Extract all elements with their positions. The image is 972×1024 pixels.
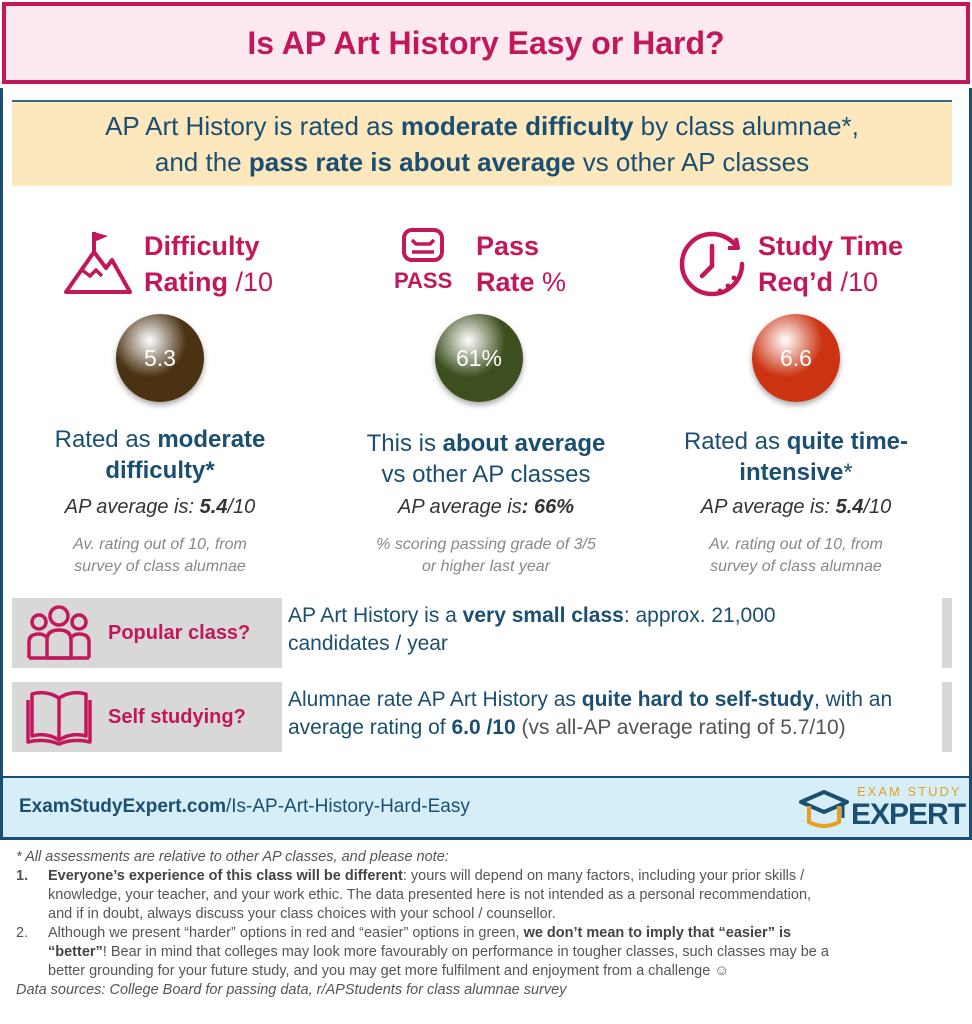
footnote-text xyxy=(48,867,811,924)
verdict-emphasis: difficulty* xyxy=(105,457,215,484)
footnote-item xyxy=(16,924,962,981)
footnote-emphasis: we don’t mean to imply that “easier” is xyxy=(523,925,792,941)
graduation-cap-icon xyxy=(799,788,849,834)
source-link[interactable] xyxy=(19,796,470,818)
note-line: Av. rating out of 10, from xyxy=(709,536,883,553)
mountain-flag-icon xyxy=(62,228,134,300)
verdict-emphasis: quite time- xyxy=(786,428,909,455)
exam-study-expert-logo xyxy=(799,782,969,836)
avg-value: 5.4 xyxy=(835,496,864,518)
footnote-part: ! Bear in mind that colleges may look more favourably on performance in tougher classes, such classes may be a xyxy=(102,944,829,960)
note-line: Av. rating out of 10, from xyxy=(73,536,247,553)
study-time-heading xyxy=(676,228,903,300)
band-text: candidates / year xyxy=(288,632,448,655)
note-line: survey of class alumnae xyxy=(710,558,882,575)
footnote-part: better grounding for your future study, and you may get more fulfilment and enjoyment from a challenge ☺ xyxy=(48,963,730,979)
self-study-band xyxy=(12,682,952,752)
difficulty-value: 5.3 xyxy=(144,344,176,371)
difficulty-note xyxy=(0,534,320,578)
avg-label: AP average is: xyxy=(64,496,200,518)
heading-line-2 xyxy=(758,264,903,300)
verdict-text: Rated as xyxy=(683,428,787,455)
popular-class-band xyxy=(12,598,952,668)
band-emphasis: quite hard to self-study xyxy=(581,688,814,711)
heading-bold: Req’d xyxy=(758,267,834,297)
logo-top-text: EXAM STUDY xyxy=(857,784,962,799)
pass-rate-note xyxy=(326,534,646,578)
self-study-label: Self studying? xyxy=(108,706,246,728)
footnote-number: 2. xyxy=(16,925,29,941)
band-emphasis: very small class xyxy=(462,604,624,627)
note-line: or higher last year xyxy=(421,558,551,575)
difficulty-ap-average xyxy=(0,496,320,519)
band-text: (vs all-AP average rating of 5.7/10) xyxy=(515,716,846,739)
footnote-text xyxy=(48,924,829,981)
study-time-ap-average xyxy=(636,496,956,519)
heading-unit: /10 xyxy=(833,267,879,297)
url-path: /Is-AP-Art-History-Hard-Easy xyxy=(225,796,470,817)
pass-badge-icon xyxy=(394,228,466,300)
summary-text: vs other AP classes xyxy=(575,147,810,177)
data-sources: Data sources: College Board for passing data, r/APStudents for class alumnae survey xyxy=(16,982,567,998)
footnote-list xyxy=(16,867,962,981)
study-time-verdict xyxy=(636,426,956,488)
avg-unit: /10 xyxy=(863,496,892,518)
heading-line-2 xyxy=(144,264,273,300)
study-time-note xyxy=(636,534,956,578)
pass-rate-verdict xyxy=(326,428,646,490)
verdict-text: * xyxy=(843,459,853,486)
verdict-text: Rated as xyxy=(54,426,158,453)
difficulty-value-badge xyxy=(116,314,204,402)
heading-line-1: Pass xyxy=(476,231,540,261)
avg-value: : 66% xyxy=(521,496,575,518)
footnote-emphasis: Everyone’s experience of this class will be different xyxy=(48,868,403,884)
avg-label: AP average is: xyxy=(700,496,836,518)
verdict-text: This is xyxy=(366,430,443,457)
summary-text: and the xyxy=(154,147,249,177)
summary-box xyxy=(12,100,952,186)
band-text: Alumnae rate AP Art History as xyxy=(288,688,582,711)
heading-line-1: Difficulty xyxy=(144,231,260,261)
band-text: average rating of xyxy=(288,716,452,739)
footnote-number: 1. xyxy=(16,868,29,884)
summary-line-2 xyxy=(155,144,809,180)
band-text: AP Art History is a xyxy=(288,604,463,627)
avg-value: 5.4 xyxy=(199,496,228,518)
summary-text: AP Art History is rated as xyxy=(105,111,401,141)
footnote-part: and if in doubt, always discuss your class choices with your school / counsellor. xyxy=(48,906,556,922)
logo-main-text: EXPERT xyxy=(851,798,966,831)
heading-unit: /10 xyxy=(228,267,274,297)
pass-rate-value: 61% xyxy=(455,344,503,371)
footer-url-bar xyxy=(0,776,972,840)
heading-line-2 xyxy=(476,264,566,300)
band-text: , with an xyxy=(813,688,893,711)
popular-class-text xyxy=(282,598,942,668)
footnote-item xyxy=(16,867,962,924)
summary-emphasis: moderate difficulty xyxy=(400,111,634,141)
heading-bold: Rate xyxy=(476,267,535,297)
study-time-value: 6.6 xyxy=(780,344,812,371)
difficulty-verdict xyxy=(0,424,320,486)
avg-unit: /10 xyxy=(227,496,256,518)
people-group-icon xyxy=(26,602,92,662)
title-banner xyxy=(2,2,970,84)
avg-label: AP average is xyxy=(397,496,522,518)
clock-arrow-icon xyxy=(676,228,748,300)
heading-bold: Rating xyxy=(144,267,228,297)
open-book-icon xyxy=(26,686,92,746)
footnote-emphasis: “better” xyxy=(48,944,103,960)
url-domain: ExamStudyExpert.com xyxy=(19,796,226,817)
pass-rate-value-badge xyxy=(435,314,523,402)
band-emphasis: 6.0 /10 xyxy=(451,716,516,739)
footnote-part: knowledge, your teacher, and your work ethic. The data presented here is not intended as a personal recommendation, xyxy=(48,887,812,903)
footnote-part: : yours will depend on many factors, including your prior skills / xyxy=(402,868,805,884)
page-title: Is AP Art History Easy or Hard? xyxy=(247,24,725,61)
self-study-text xyxy=(282,682,942,752)
footnote-intro: * All assessments are relative to other AP classes, and please note: xyxy=(16,849,449,865)
summary-line-1 xyxy=(105,108,859,144)
band-text: : approx. 21,000 xyxy=(623,604,776,627)
heading-unit: % xyxy=(534,267,567,297)
verdict-emphasis: moderate xyxy=(157,426,266,453)
heading-line-1: Study Time xyxy=(758,231,904,261)
pass-rate-heading xyxy=(394,228,566,300)
popular-class-label: Popular class? xyxy=(108,622,251,644)
summary-emphasis: pass rate is about average xyxy=(248,147,576,177)
difficulty-heading xyxy=(62,228,273,300)
study-time-value-badge xyxy=(752,314,840,402)
verdict-emphasis: about average xyxy=(442,430,606,457)
note-line: % scoring passing grade of 3/5 xyxy=(376,536,596,553)
note-line: survey of class alumnae xyxy=(74,558,246,575)
footnote-part: Although we present “harder” options in red and “easier” options in green, xyxy=(48,925,524,941)
verdict-text: vs other AP classes xyxy=(381,461,591,488)
verdict-emphasis: intensive xyxy=(739,459,844,486)
svg-text:PASS: PASS xyxy=(394,268,453,293)
summary-text: by class alumnae*, xyxy=(633,111,859,141)
pass-rate-ap-average xyxy=(326,496,646,519)
footnotes xyxy=(16,848,962,1000)
